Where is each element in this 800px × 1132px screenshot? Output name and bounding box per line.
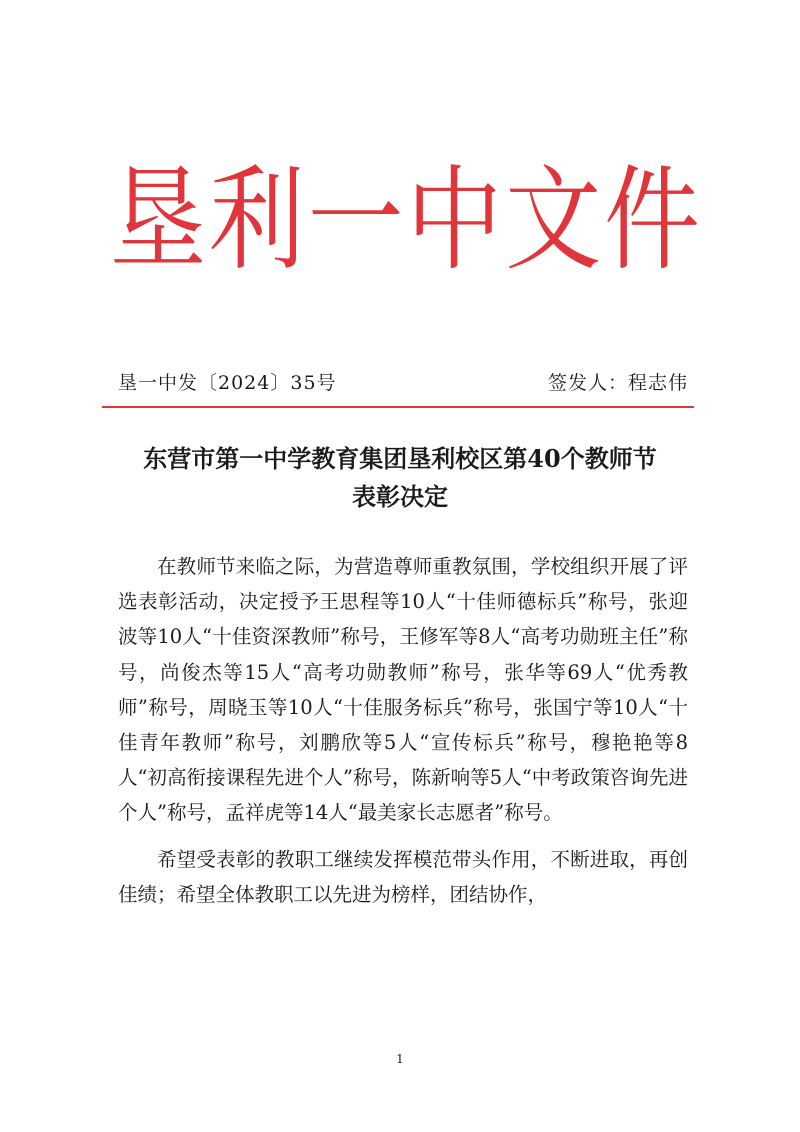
masthead-char: 中 (406, 153, 503, 287)
signer-name: 程志伟 (627, 372, 688, 394)
document-title (100, 440, 700, 516)
signer (548, 368, 688, 395)
masthead-title (110, 153, 700, 287)
document-body (118, 549, 688, 912)
document-number: 垦一中发〔2024〕35号 (118, 372, 337, 394)
page-number: 1 (396, 1052, 404, 1066)
masthead-char: 文 (505, 153, 602, 287)
masthead-char: 利 (208, 153, 305, 287)
masthead-char: 垦 (110, 153, 206, 287)
title-line-1: 东营市第一中学教育集团垦利校区第40个教师节 (143, 444, 657, 473)
body-paragraph: 在教师节来临之际，为营造尊师重教氛围，学校组织开展了评选表彰活动，决定授予王思程等10人“十佳师德标兵”称号，张迎波等10人“十佳资深教师”称号，王修军等8人“高考功勋班主任”称号，尚俊杰等15人“高考功勋教师”称号，张华等69人“优秀教师”称号，周晓玉等10人“十佳服务标兵”称号，张国宁等10人“十佳青年教师”称号，刘鹏欣等5人“宣传标兵”称号，穆艳艳等8人“初高衔接课程先进个人”称号，陈新响等5人“中考政策咨询先进个人”称号，孟祥虎等14人“最美家长志愿者”称号。 (118, 555, 688, 825)
masthead-char: 件 (603, 153, 700, 287)
signer-label: 签发人： (547, 372, 628, 394)
red-divider (102, 406, 694, 408)
body-paragraph: 希望受表彰的教职工继续发挥模范带头作用，不断进取，再创佳绩；希望全体教职工以先进为榜样，团结协作， (118, 847, 688, 906)
title-line-2: 表彰决定 (352, 482, 448, 511)
document-info-line (118, 368, 688, 395)
masthead-char: 一 (307, 153, 404, 287)
